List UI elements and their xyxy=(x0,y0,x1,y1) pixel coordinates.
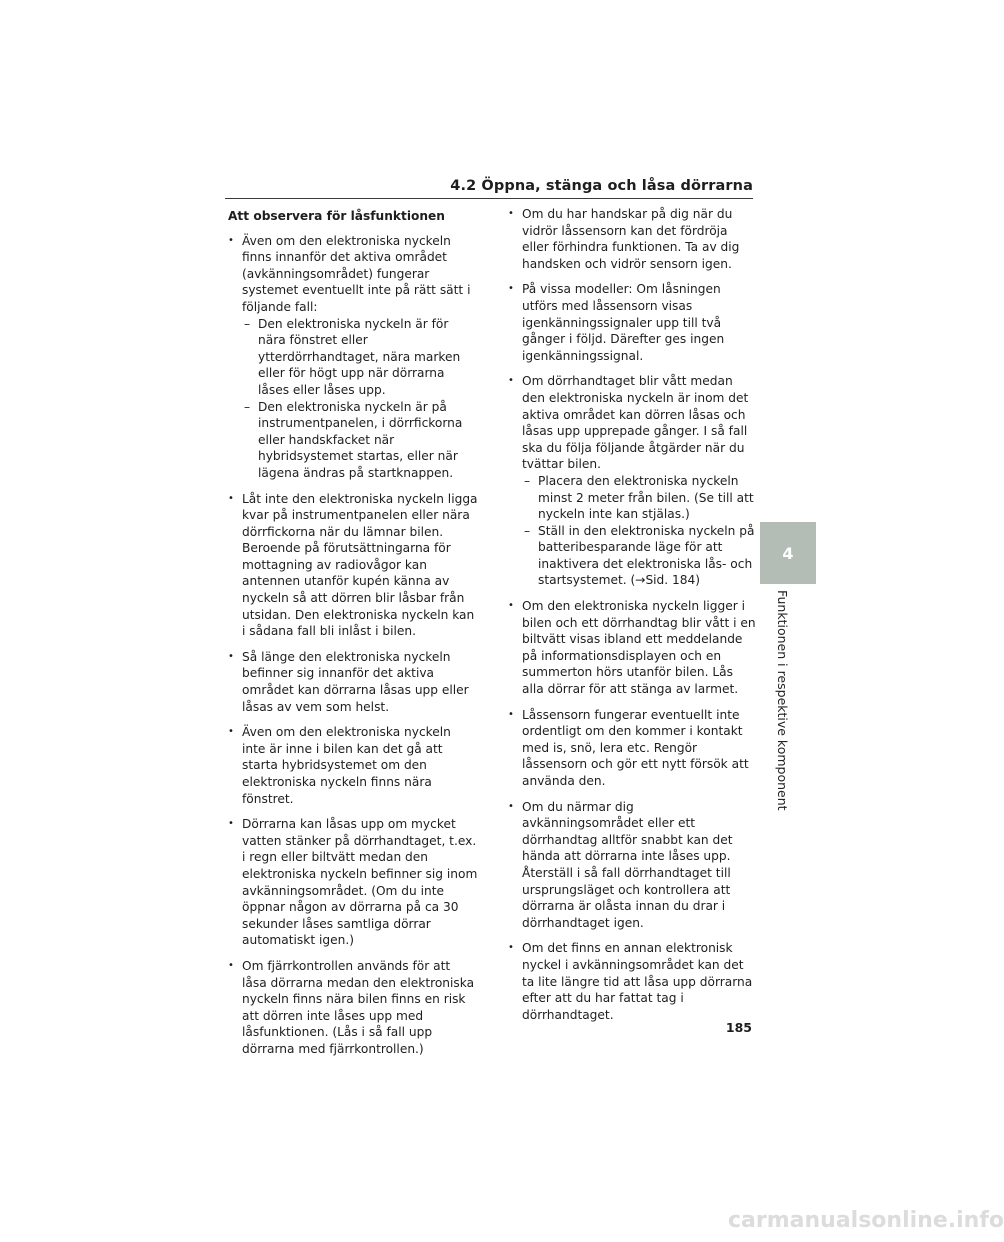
page-number: 185 xyxy=(725,1020,752,1035)
section-header: 4.2 Öppna, stänga och låsa dörrarna xyxy=(225,178,753,199)
list-item: • Låt inte den elektroniska nyckeln ligga kvar på instrumentpanelen eller nära dörrfickorna när du lämnar bilen. Beroende på förutsättningarna för mottagning av radiovågor kan antennen utanför kupén känna av nyckeln så att dörren blir låsbar från utsidan. Den elektroniska nyckeln kan i sådana fall bli inlåst i bilen. xyxy=(228,491,478,640)
chapter-title-vertical: Funktionen i respektive komponent xyxy=(775,590,790,811)
list-item: • Om du närmar dig avkänningsområdet eller ett dörrhandtag alltför snabbt kan det hända att dörrarna inte låses upp. Återställ i så fall dörrhandtaget till ursprungsläget och kontrollera att dörrarna är olåsta innan du drar i dörrhandtaget igen. xyxy=(508,799,758,932)
bullet-list-left xyxy=(228,233,478,1058)
list-item: • Om det finns en annan elektronisk nyckel i avkänningsområdet kan det ta lite längre tid att låsa upp dörrarna efter att du har fattat tag i dörrhandtaget. xyxy=(508,940,758,1023)
list-item: • Även om den elektroniska nyckeln inte är inne i bilen kan det gå att starta hybridsystemet om den elektroniska nyckeln finns nära fönstret. xyxy=(228,724,478,807)
list-item: • Om fjärrkontrollen används för att låsa dörrarna medan den elektroniska nyckeln finns nära bilen finns en risk att dörren inte låses upp med låsfunktionen. (Lås i så fall upp dörrarna med fjärrkontrollen.) xyxy=(228,958,478,1058)
watermark: carmanualsonline.info xyxy=(728,1208,1004,1233)
sub-list xyxy=(242,316,478,482)
bullet-list-right xyxy=(508,206,758,1023)
sub-item: – Den elektroniska nyckeln är på instrumentpanelen, i dörrfickorna eller handskfacket när hybridsystemet startas, eller när lägena ändras på startknappen. xyxy=(242,399,478,482)
list-item: • Om du har handskar på dig när du vidrör låssensorn kan det fördröja eller förhindra funktionen. Ta av dig handsken och vidrör sensorn igen. xyxy=(508,206,758,272)
right-column xyxy=(508,206,758,1032)
list-item: • Dörrarna kan låsas upp om mycket vatten stänker på dörrhandtaget, t.ex. i regn eller biltvätt medan den elektroniska nyckeln befinner sig inom avkänningsområdet. (Om du inte öppnar någon av dörrarna på ca 30 sekunder låses samtliga dörrar automatiskt igen.) xyxy=(228,816,478,949)
chapter-tab: 4 xyxy=(760,522,816,584)
left-column xyxy=(228,206,478,1067)
list-item xyxy=(228,233,478,482)
sub-list xyxy=(522,473,758,589)
bullet-text: Om dörrhandtaget blir vått medan den elektroniska nyckeln är inom det aktiva området kan dörren låsas och låsas upp upprepade gånger. I så fall ska du följa följande åtgärder när du tvättar bilen. xyxy=(522,374,749,472)
section-title: Att observera för låsfunktionen xyxy=(228,209,445,223)
sub-item: – Den elektroniska nyckeln är för nära fönstret eller ytterdörrhandtaget, nära marken eller för högt upp när dörrarna låses eller låses upp. xyxy=(242,316,478,399)
list-item: • Om den elektroniska nyckeln ligger i bilen och ett dörrhandtag blir vått i en biltvätt visas ibland ett meddelande på informationsdisplayen och en summerton hörs utanför bilen. Lås alla dörrar för att stänga av larmet. xyxy=(508,598,758,698)
sub-item: – Ställ in den elektroniska nyckeln på batteribesparande läge för att inaktivera det elektroniska lås- och startsystemet. (→Sid. 184) xyxy=(522,523,758,589)
list-item: • På vissa modeller: Om låsningen utförs med låssensorn visas igenkänningssignaler upp till två gånger i följd. Därefter ges ingen igenkänningssignal. xyxy=(508,281,758,364)
sub-item: – Placera den elektroniska nyckeln minst 2 meter från bilen. (Se till att nyckeln inte kan stjälas.) xyxy=(522,473,758,523)
list-item: • Låssensorn fungerar eventuellt inte ordentligt om den kommer i kontakt med is, snö, lera etc. Rengör låssensorn och gör ett nytt försök att använda den. xyxy=(508,707,758,790)
list-item: • Så länge den elektroniska nyckeln befinner sig innanför det aktiva området kan dörrarna låsas upp eller låsas av vem som helst. xyxy=(228,649,478,715)
bullet-text: Även om den elektroniska nyckeln finns innanför det aktiva området (avkänningsområdet) fungerar systemet eventuellt inte på rätt sätt i följande fall: xyxy=(242,233,471,314)
list-item xyxy=(508,373,758,589)
